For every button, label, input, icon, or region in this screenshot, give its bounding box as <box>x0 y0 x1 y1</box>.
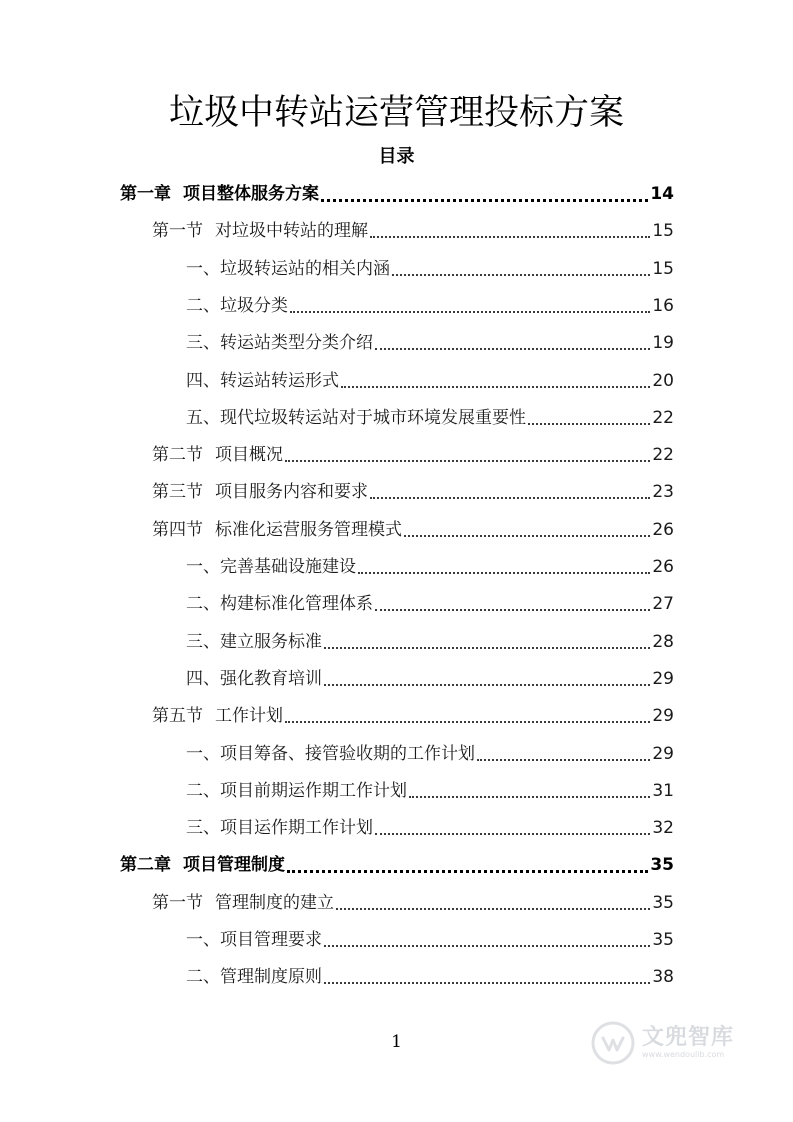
toc-entry-label <box>186 741 475 767</box>
toc-entry-number: 第一节 <box>152 221 203 242</box>
toc-entry-title: 标准化运营服务管理模式 <box>215 519 402 540</box>
toc-entry-label <box>186 778 407 804</box>
toc-entry-page: 35 <box>652 892 674 913</box>
toc-entry-section[interactable] <box>152 517 674 543</box>
toc-dot-leader <box>285 721 650 723</box>
toc-heading: 目录 <box>378 146 415 167</box>
toc-entry-item[interactable] <box>186 666 674 692</box>
toc-dot-leader <box>324 684 650 686</box>
toc-entry-title: 一、垃圾转运站的相关内涵 <box>186 258 390 279</box>
toc-dot-leader <box>287 870 648 873</box>
toc-entry-page: 27 <box>652 594 674 615</box>
toc-entry-section[interactable] <box>152 442 674 468</box>
toc-entry-number: 第一节 <box>152 892 203 913</box>
toc-entry-label <box>120 181 319 207</box>
toc-entry-title: 管理制度的建立 <box>215 892 334 913</box>
toc-dot-leader <box>477 759 650 761</box>
toc-entry-label <box>152 442 283 468</box>
toc-entry-title: 一、完善基础设施建设 <box>186 557 356 577</box>
toc-entry-label <box>186 666 322 692</box>
toc-entry-label <box>186 293 288 319</box>
toc-entry-label <box>186 927 322 953</box>
toc-entry-section[interactable] <box>152 479 674 505</box>
toc-entry-title: 四、强化教育培训 <box>186 668 322 689</box>
toc-entry-page: 29 <box>652 668 674 689</box>
toc-entry-label <box>152 479 368 505</box>
toc-entry-item[interactable] <box>186 256 674 282</box>
toc-entry-label <box>186 330 373 356</box>
toc-entry-page: 29 <box>652 706 674 727</box>
toc-entry-page: 32 <box>652 818 674 839</box>
toc-dot-leader <box>370 497 650 499</box>
toc-entry-title: 三、建立服务标准 <box>186 631 322 652</box>
toc-entry-page: 38 <box>652 967 674 988</box>
toc-entry-label <box>186 815 373 841</box>
toc-entry-number: 第一章 <box>120 184 171 204</box>
toc-entry-item[interactable] <box>186 927 674 953</box>
toc-entry-label <box>186 591 373 617</box>
toc-entry-label <box>186 256 390 282</box>
toc-dot-leader <box>290 311 650 313</box>
toc-entry-page: 35 <box>650 855 674 876</box>
toc-dot-leader <box>336 908 650 910</box>
watermark <box>590 1020 734 1066</box>
toc-entry-number: 第五节 <box>152 706 203 727</box>
watermark-logo-icon <box>590 1020 636 1066</box>
watermark-brand: 文兜智库 <box>642 1025 735 1050</box>
toc-entry-title: 二、项目前期运作期工作计划 <box>186 780 407 801</box>
toc-entry-label <box>152 890 334 916</box>
toc-entry-title: 二、垃圾分类 <box>186 295 288 316</box>
toc-dot-leader <box>285 460 650 462</box>
toc-entry-item[interactable] <box>186 293 674 319</box>
toc-entry-page: 23 <box>652 482 674 503</box>
toc-entry-page: 29 <box>652 743 674 764</box>
toc-dot-leader <box>324 945 650 947</box>
toc-entry-title: 项目概况 <box>215 445 283 466</box>
toc-entry-label <box>120 852 285 878</box>
toc-entry-title: 项目管理制度 <box>183 855 285 876</box>
toc-dot-leader <box>409 796 650 798</box>
toc-entry-page: 15 <box>652 221 674 242</box>
page-number: 1 <box>391 1032 402 1052</box>
toc-entry-number: 第二节 <box>152 445 203 466</box>
toc-entry-label <box>152 703 283 729</box>
toc-entry-title: 二、构建标准化管理体系 <box>186 594 373 615</box>
toc-dot-leader <box>375 348 650 350</box>
toc-entry-section[interactable] <box>152 218 674 244</box>
toc-entry-title: 五、现代垃圾转运站对于城市环境发展重要性 <box>186 407 526 428</box>
toc-entry-title: 项目整体服务方案 <box>183 184 319 204</box>
toc-dot-leader <box>375 609 650 611</box>
toc-entry-page: 28 <box>652 631 674 652</box>
toc-entry-section[interactable] <box>152 890 674 916</box>
toc-entry-label <box>152 517 402 543</box>
toc-entry-page: 16 <box>652 295 674 316</box>
toc-dot-leader <box>324 647 650 649</box>
toc-entry-item[interactable] <box>186 591 674 617</box>
toc-entry-title: 对垃圾中转站的理解 <box>215 221 368 242</box>
toc-entry-page: 35 <box>652 930 674 950</box>
toc-entry-page: 19 <box>652 333 674 354</box>
toc-entry-item[interactable] <box>186 741 674 767</box>
toc-entry-page: 15 <box>652 258 674 279</box>
toc-entry-label <box>186 964 322 990</box>
toc-entry-item[interactable] <box>186 964 674 990</box>
toc-dot-leader <box>370 236 650 238</box>
toc-dot-leader <box>321 199 648 202</box>
toc-entry-page: 31 <box>652 780 674 801</box>
toc-entry-label <box>152 218 368 244</box>
toc-entry-item[interactable] <box>186 554 674 580</box>
watermark-url: www.wendoulib.com <box>642 1050 725 1059</box>
toc-entry-page: 20 <box>652 370 674 391</box>
toc-dot-leader <box>392 274 650 276</box>
toc-entry-page: 26 <box>652 557 674 577</box>
toc-entry-title: 四、转运站转运形式 <box>186 370 339 391</box>
toc-entry-item[interactable] <box>186 815 674 841</box>
toc-dot-leader <box>528 423 650 425</box>
toc-entry-chapter[interactable] <box>120 852 674 878</box>
toc-entry-number: 第二章 <box>120 855 171 876</box>
toc-entry-title: 三、转运站类型分类介绍 <box>186 333 373 354</box>
toc-entry-chapter[interactable] <box>120 181 674 207</box>
toc-dot-leader <box>358 572 650 574</box>
toc-dot-leader <box>341 386 650 388</box>
toc-entry-page: 26 <box>652 519 674 540</box>
toc-entry-item[interactable] <box>186 405 674 431</box>
toc-entry-item[interactable] <box>186 330 674 356</box>
toc-entry-title: 三、项目运作期工作计划 <box>186 818 373 839</box>
toc-entry-item[interactable] <box>186 368 674 394</box>
toc-entry-title: 工作计划 <box>215 706 283 727</box>
toc-entry-title: 项目服务内容和要求 <box>215 482 368 503</box>
toc-entry-number: 第四节 <box>152 519 203 540</box>
toc-dot-leader <box>404 535 650 537</box>
toc-entry-label <box>186 554 356 580</box>
toc-entry-page: 22 <box>652 407 674 428</box>
toc-entry-title: 一、项目筹备、接管验收期的工作计划 <box>186 743 475 764</box>
toc-entry-label <box>186 368 339 394</box>
toc-dot-leader <box>375 833 650 835</box>
toc-entry-page: 22 <box>652 445 674 466</box>
document-title: 垃圾中转站运营管理投标方案 <box>168 93 624 133</box>
toc-entry-number: 第三节 <box>152 482 203 503</box>
toc-entry-title: 一、项目管理要求 <box>186 930 322 950</box>
toc-entry-item[interactable] <box>186 629 674 655</box>
toc-entry-page: 14 <box>650 184 674 204</box>
toc-dot-leader <box>324 982 650 984</box>
toc-entry-item[interactable] <box>186 778 674 804</box>
toc-entry-label <box>186 405 526 431</box>
watermark-text <box>642 1026 734 1060</box>
toc-entry-section[interactable] <box>152 703 674 729</box>
toc-entry-title: 二、管理制度原则 <box>186 967 322 988</box>
toc-entry-label <box>186 629 322 655</box>
